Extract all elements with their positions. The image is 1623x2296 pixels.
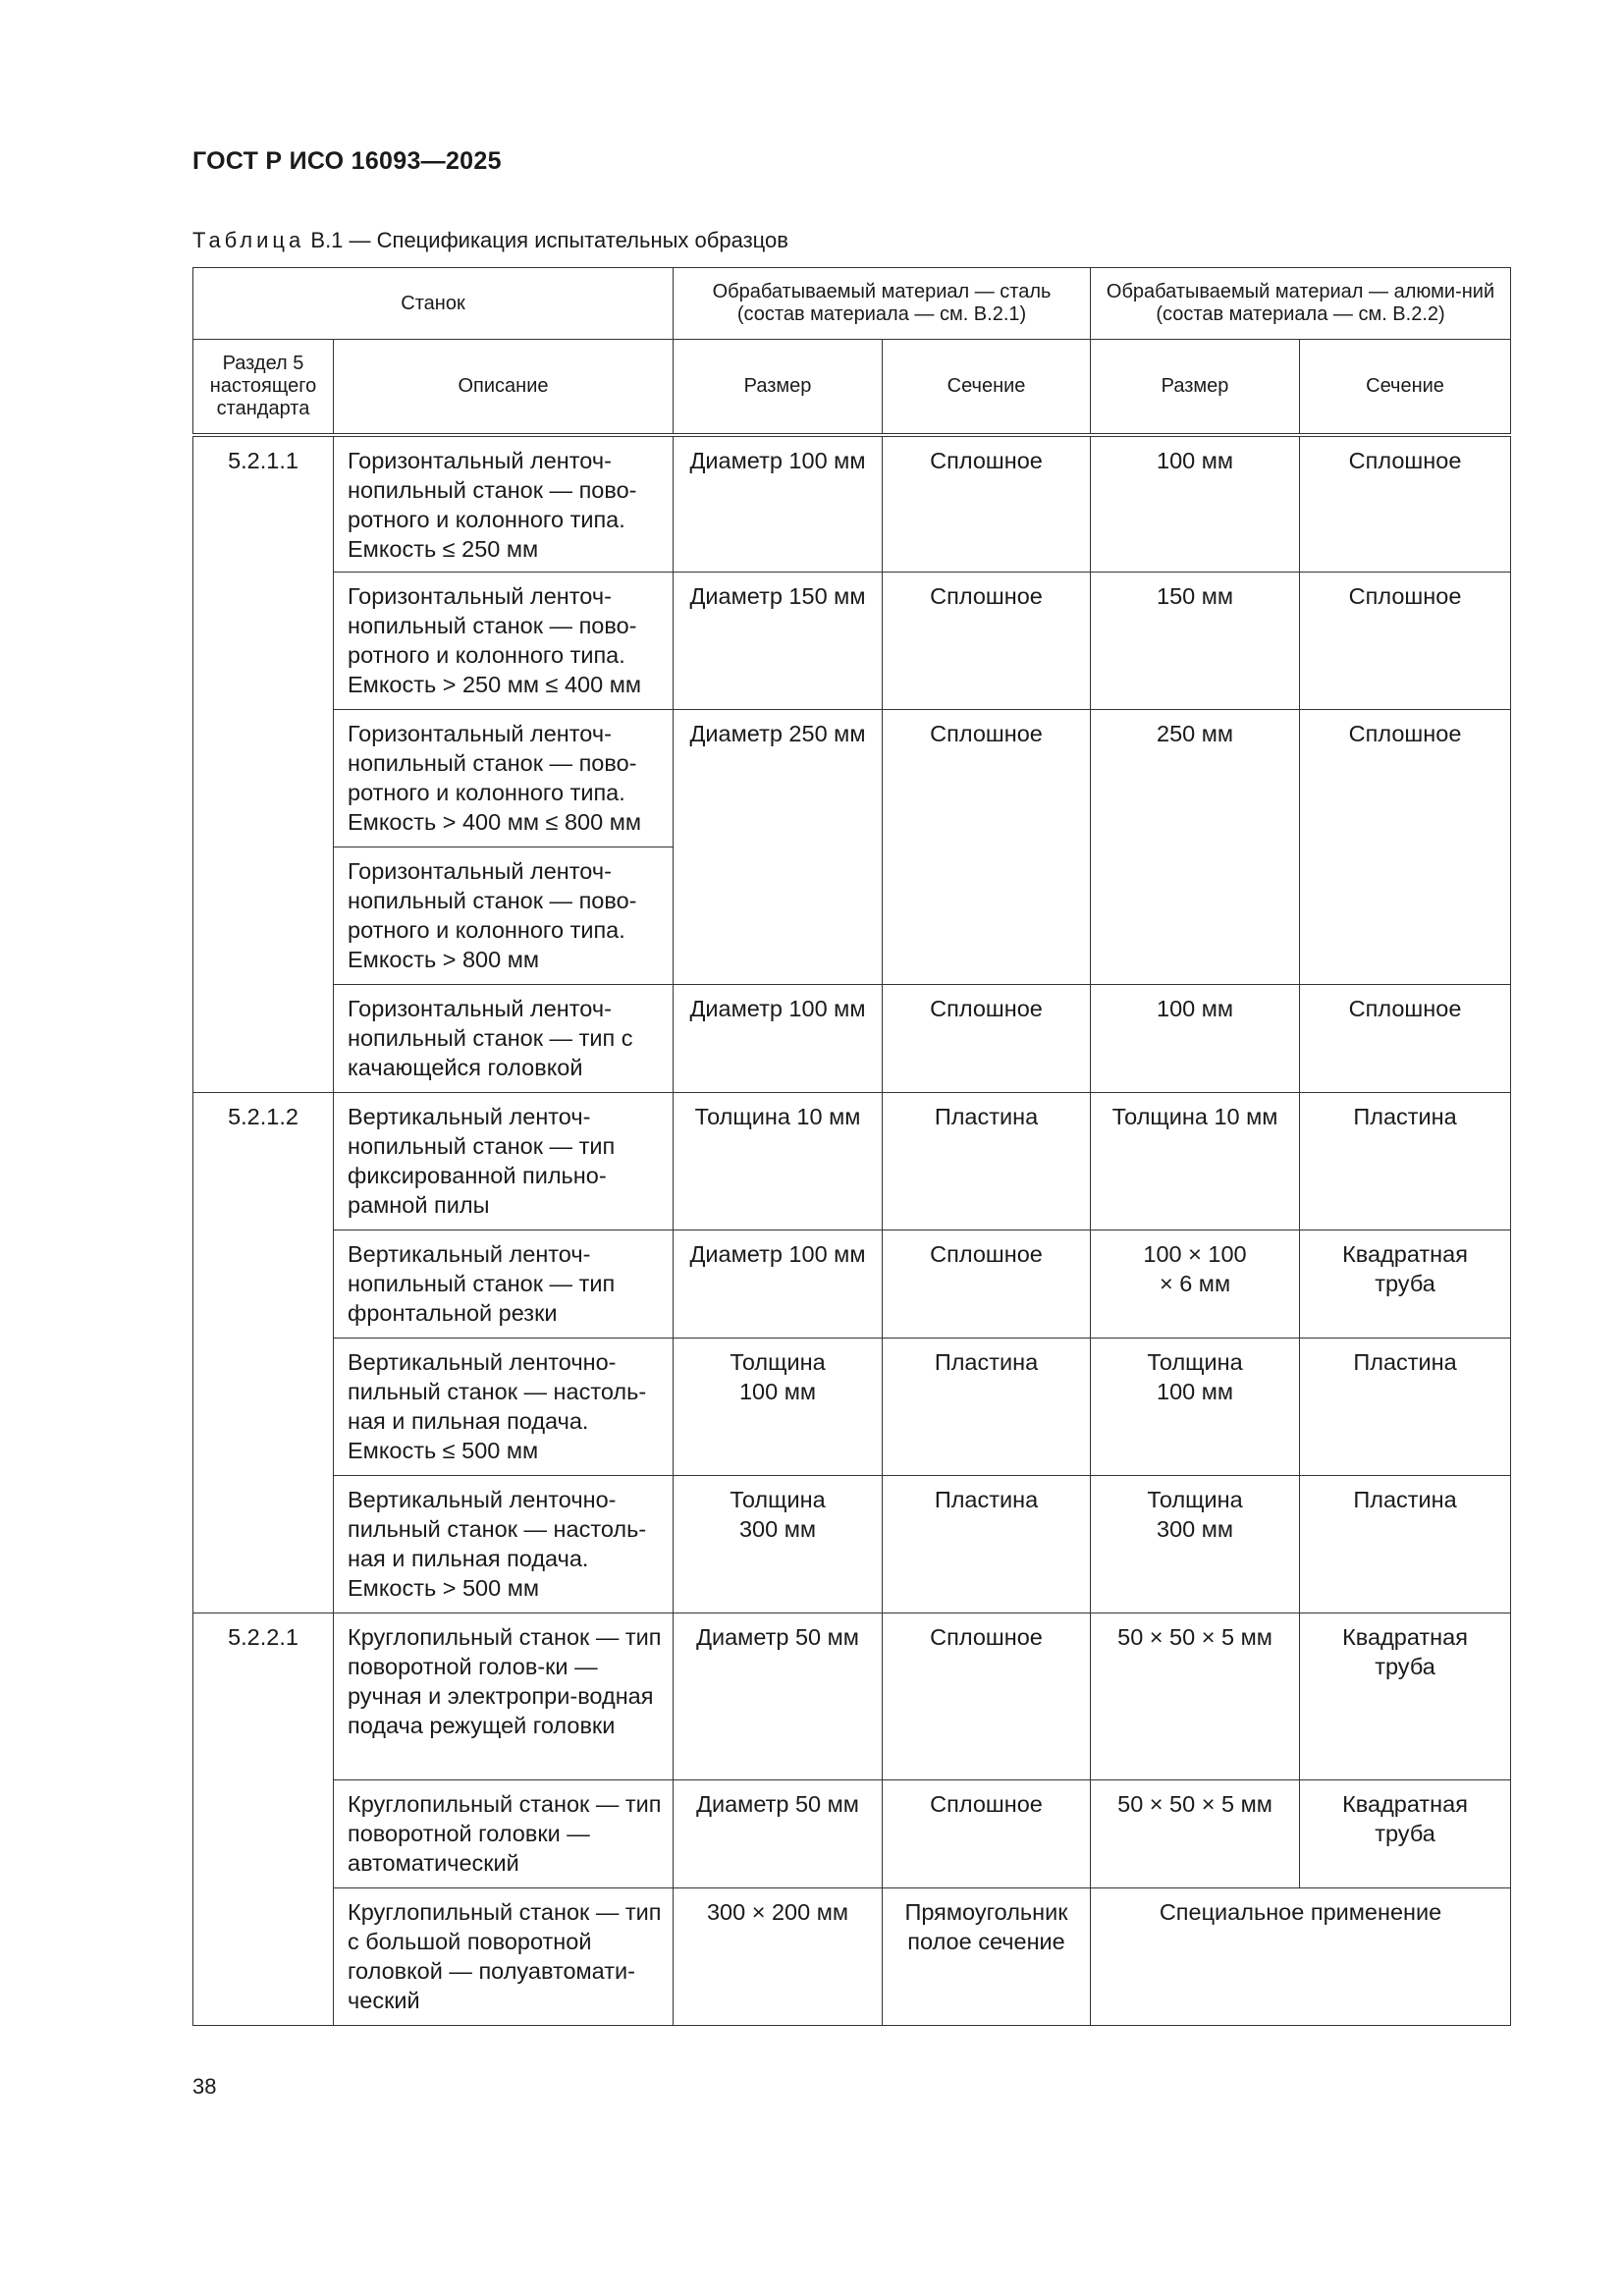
al-section-cell xyxy=(1300,573,1511,710)
table-caption xyxy=(192,228,788,253)
al-size-cell xyxy=(1091,1780,1300,1888)
steel-size-cell xyxy=(674,573,883,710)
header-aluminium: Обрабатываемый материал — алюми-ний (состав материала — см. В.2.2) xyxy=(1091,268,1511,340)
steel-size: Диаметр 150 мм xyxy=(689,583,866,609)
machine-description: Вертикальный ленточ-нопильный станок — тип фиксированной пильно-рамной пилы xyxy=(348,1104,616,1218)
steel-size: Толщина 100 мм xyxy=(730,1349,826,1404)
steel-size-cell xyxy=(674,710,883,985)
machine-description: Круглопильный станок — тип с большой поворотной головкой — полуавтомати-ческий xyxy=(348,1899,662,2013)
table-row xyxy=(193,1613,1511,1780)
section-cell xyxy=(193,1093,334,1613)
description-cell xyxy=(334,710,674,847)
description-cell xyxy=(334,1888,674,2026)
al-section-cell xyxy=(1300,1339,1511,1476)
table-caption-prefix: Таблица xyxy=(192,228,305,252)
steel-size-cell xyxy=(674,1093,883,1230)
header-description: Описание xyxy=(334,340,674,435)
header-steel: Обрабатываемый материал — сталь (состав материала — см. В.2.1) xyxy=(674,268,1091,340)
table-row xyxy=(193,573,1511,710)
al-size-cell xyxy=(1091,1476,1300,1613)
al-size-cell xyxy=(1091,1613,1300,1780)
description-cell xyxy=(334,1230,674,1339)
al-size: 250 мм xyxy=(1157,721,1234,746)
al-section: Пластина xyxy=(1353,1487,1457,1512)
header-section-ref: Раздел 5 настоящего стандарта xyxy=(193,340,334,435)
steel-size: Толщина 10 мм xyxy=(694,1104,861,1129)
description-cell xyxy=(334,985,674,1093)
steel-section: Сплошное xyxy=(930,1241,1043,1267)
description-cell xyxy=(334,1476,674,1613)
section-number: 5.2.2.1 xyxy=(228,1624,298,1650)
header-steel-section: Сечение xyxy=(883,340,1091,435)
machine-description: Горизонтальный ленточ-нопильный станок — пово-ротного и колонного типа. Емкость > 250 мм ≤ 400 мм xyxy=(348,583,642,697)
machine-description: Вертикальный ленточ-нопильный станок — тип фронтальной резки xyxy=(348,1241,616,1326)
steel-section: Прямоугольник полое сечение xyxy=(904,1899,1068,1954)
al-size: Толщина 10 мм xyxy=(1111,1104,1278,1129)
steel-size: Диаметр 250 мм xyxy=(689,721,866,746)
al-section: Сплошное xyxy=(1348,447,1462,473)
al-special-cell xyxy=(1091,1888,1511,2026)
al-section-cell xyxy=(1300,1230,1511,1339)
description-cell xyxy=(334,1093,674,1230)
machine-description: Горизонтальный ленточ-нопильный станок — пово-ротного и колонного типа. Емкость ≤ 250 мм xyxy=(348,447,637,562)
steel-section: Пластина xyxy=(934,1349,1039,1375)
document-title: ГОСТ Р ИСО 16093—2025 xyxy=(192,147,502,175)
al-section-cell xyxy=(1300,1476,1511,1613)
steel-section-cell xyxy=(883,1780,1091,1888)
al-section-cell xyxy=(1300,1780,1511,1888)
description-cell xyxy=(334,1613,674,1780)
table-row xyxy=(193,985,1511,1093)
al-size-cell xyxy=(1091,435,1300,573)
al-section-cell xyxy=(1300,1093,1511,1230)
machine-description: Круглопильный станок — тип поворотной голов-ки — ручная и электропри-водная подача режущей головки xyxy=(348,1624,662,1738)
steel-section-cell xyxy=(883,435,1091,573)
table-row xyxy=(193,1339,1511,1476)
al-section-cell xyxy=(1300,985,1511,1093)
header-row-sub xyxy=(193,340,1511,435)
al-size: Толщина 100 мм xyxy=(1147,1349,1243,1404)
steel-section-cell xyxy=(883,1230,1091,1339)
al-size: 50 × 50 × 5 мм xyxy=(1117,1791,1272,1817)
al-size-cell xyxy=(1091,573,1300,710)
al-size: 100 × 100 × 6 мм xyxy=(1143,1241,1247,1296)
al-section: Сплошное xyxy=(1348,721,1462,746)
table-row xyxy=(193,1093,1511,1230)
steel-section-cell xyxy=(883,1476,1091,1613)
section-number: 5.2.1.2 xyxy=(228,1104,298,1129)
section-cell xyxy=(193,1613,334,2026)
steel-section: Сплошное xyxy=(930,583,1043,609)
al-section: Квадратная труба xyxy=(1342,1624,1468,1679)
page-number: 38 xyxy=(192,2074,217,2099)
al-size: 100 мм xyxy=(1157,996,1234,1021)
header-machine: Станок xyxy=(193,268,674,340)
steel-size-cell xyxy=(674,1888,883,2026)
al-section: Квадратная труба xyxy=(1342,1241,1468,1296)
header-al-size: Размер xyxy=(1091,340,1300,435)
machine-description: Горизонтальный ленточ-нопильный станок — пово-ротного и колонного типа. Емкость > 800 мм xyxy=(348,858,637,972)
al-section: Сплошное xyxy=(1348,996,1462,1021)
description-cell xyxy=(334,1780,674,1888)
steel-size: Диаметр 50 мм xyxy=(696,1791,859,1817)
steel-section-cell xyxy=(883,985,1091,1093)
steel-size: Диаметр 100 мм xyxy=(689,996,866,1021)
description-cell xyxy=(334,847,674,985)
steel-section: Пластина xyxy=(934,1104,1039,1129)
header-al-section: Сечение xyxy=(1300,340,1511,435)
table-row xyxy=(193,435,1511,573)
table-row xyxy=(193,1780,1511,1888)
al-size-cell xyxy=(1091,1230,1300,1339)
specimen-spec-table xyxy=(192,267,1511,2026)
table-row xyxy=(193,710,1511,847)
al-section-cell xyxy=(1300,710,1511,985)
al-size: 50 × 50 × 5 мм xyxy=(1117,1624,1272,1650)
steel-section: Сплошное xyxy=(930,721,1043,746)
al-size-cell xyxy=(1091,985,1300,1093)
al-section-cell xyxy=(1300,435,1511,573)
steel-section: Сплошное xyxy=(930,1624,1043,1650)
steel-size-cell xyxy=(674,1780,883,1888)
steel-section: Пластина xyxy=(934,1487,1039,1512)
machine-description: Горизонтальный ленточ-нопильный станок — тип с качающейся головкой xyxy=(348,996,633,1080)
steel-size-cell xyxy=(674,435,883,573)
header-row-top xyxy=(193,268,1511,340)
steel-section-cell xyxy=(883,573,1091,710)
al-size: 100 мм xyxy=(1157,447,1234,473)
steel-section: Сплошное xyxy=(930,996,1043,1021)
steel-size-cell xyxy=(674,985,883,1093)
steel-size-cell xyxy=(674,1339,883,1476)
description-cell xyxy=(334,573,674,710)
description-cell xyxy=(334,1339,674,1476)
steel-section: Сплошное xyxy=(930,447,1043,473)
machine-description: Вертикальный ленточно-пильный станок — настоль-ная и пильная подача. Емкость > 500 мм xyxy=(348,1487,647,1601)
al-section: Квадратная труба xyxy=(1342,1791,1468,1846)
table-row xyxy=(193,1888,1511,2026)
table-row xyxy=(193,1230,1511,1339)
al-section: Пластина xyxy=(1353,1349,1457,1375)
al-size-cell xyxy=(1091,710,1300,985)
machine-description: Вертикальный ленточно-пильный станок — настоль-ная и пильная подача. Емкость ≤ 500 мм xyxy=(348,1349,647,1463)
steel-section-cell xyxy=(883,710,1091,985)
header-steel-size: Размер xyxy=(674,340,883,435)
table-caption-text: В.1 — Спецификация испытательных образцов xyxy=(310,228,788,252)
section-number: 5.2.1.1 xyxy=(228,447,298,473)
al-section-cell xyxy=(1300,1613,1511,1780)
steel-section-cell xyxy=(883,1888,1091,2026)
steel-section-cell xyxy=(883,1093,1091,1230)
steel-section-cell xyxy=(883,1339,1091,1476)
al-size-cell xyxy=(1091,1339,1300,1476)
steel-size-cell xyxy=(674,1476,883,1613)
steel-section-cell xyxy=(883,1613,1091,1780)
description-cell xyxy=(334,435,674,573)
steel-section: Сплошное xyxy=(930,1791,1043,1817)
steel-size: Диаметр 100 мм xyxy=(689,447,866,473)
machine-description: Круглопильный станок — тип поворотной головки — автоматический xyxy=(348,1791,662,1876)
al-size: Толщина 300 мм xyxy=(1147,1487,1243,1542)
table-row xyxy=(193,1476,1511,1613)
steel-size-cell xyxy=(674,1230,883,1339)
al-size: 150 мм xyxy=(1157,583,1234,609)
steel-size: Диаметр 100 мм xyxy=(689,1241,866,1267)
steel-size: 300 × 200 мм xyxy=(706,1899,849,1925)
section-cell xyxy=(193,435,334,1093)
al-section: Сплошное xyxy=(1348,583,1462,609)
steel-size: Диаметр 50 мм xyxy=(696,1624,859,1650)
al-special: Специальное применение xyxy=(1159,1899,1442,1925)
steel-size-cell xyxy=(674,1613,883,1780)
machine-description: Горизонтальный ленточ-нопильный станок — пово-ротного и колонного типа. Емкость > 400 мм ≤ 800 мм xyxy=(348,721,642,835)
al-size-cell xyxy=(1091,1093,1300,1230)
al-section: Пластина xyxy=(1353,1104,1457,1129)
steel-size: Толщина 300 мм xyxy=(730,1487,826,1542)
